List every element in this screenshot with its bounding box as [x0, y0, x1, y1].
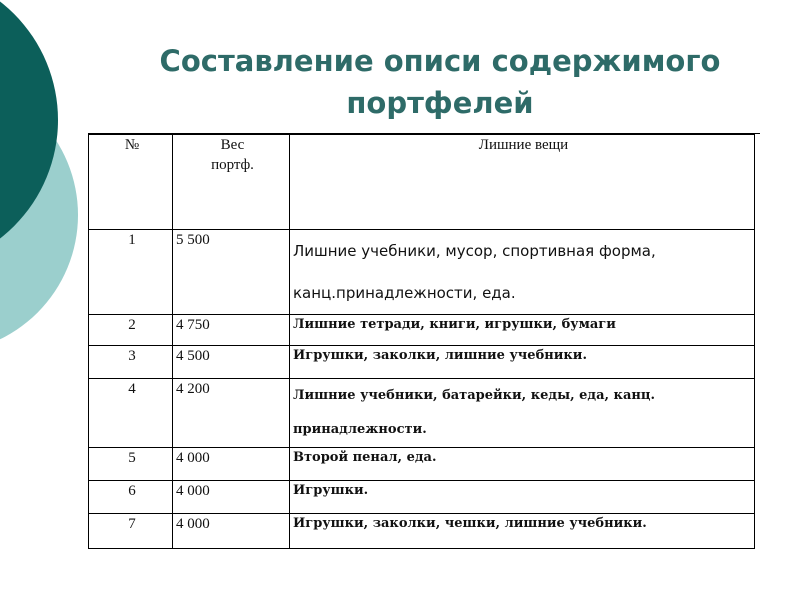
table-row	[89, 448, 755, 481]
table-row	[89, 230, 755, 315]
row-number: 3	[89, 346, 173, 379]
row-weight: 4 000	[173, 481, 290, 514]
page-title: Составление описи содержимого портфелей	[159, 44, 721, 120]
row-number: 5	[89, 448, 173, 481]
row-weight: 5 500	[173, 230, 290, 315]
row-items: Лишние учебники, батарейки, кеды, еда, канц. принадлежности.	[290, 379, 755, 448]
header-items: Лишние вещи	[290, 135, 755, 230]
row-weight: 4 000	[173, 448, 290, 481]
row-items: Игрушки.	[290, 481, 755, 514]
table-row	[89, 481, 755, 514]
row-weight: 4 750	[173, 315, 290, 346]
table-row	[89, 315, 755, 346]
row-items: Игрушки, заколки, лишние учебники.	[290, 346, 755, 379]
inventory-table	[88, 134, 755, 549]
table-header-row	[89, 135, 755, 230]
row-number: 1	[89, 230, 173, 315]
row-number: 4	[89, 379, 173, 448]
row-items: Второй пенал, еда.	[290, 448, 755, 481]
header-weight	[173, 135, 290, 230]
table-row	[89, 346, 755, 379]
row-number: 2	[89, 315, 173, 346]
table-row	[89, 379, 755, 448]
header-number: №	[89, 135, 173, 230]
row-items: Игрушки, заколки, чешки, лишние учебники.	[290, 514, 755, 549]
row-items: Лишние тетради, книги, игрушки, бумаги	[290, 315, 755, 346]
row-number: 7	[89, 514, 173, 549]
row-weight: 4 200	[173, 379, 290, 448]
row-weight: 4 500	[173, 346, 290, 379]
row-weight: 4 000	[173, 514, 290, 549]
table-row	[89, 514, 755, 549]
row-number: 6	[89, 481, 173, 514]
row-items: Лишние учебники, мусор, спортивная форма, канц.принадлежности, еда.	[290, 230, 755, 315]
header-weight-line2: портф.	[211, 157, 254, 173]
header-weight-line1: Вес	[220, 137, 245, 153]
